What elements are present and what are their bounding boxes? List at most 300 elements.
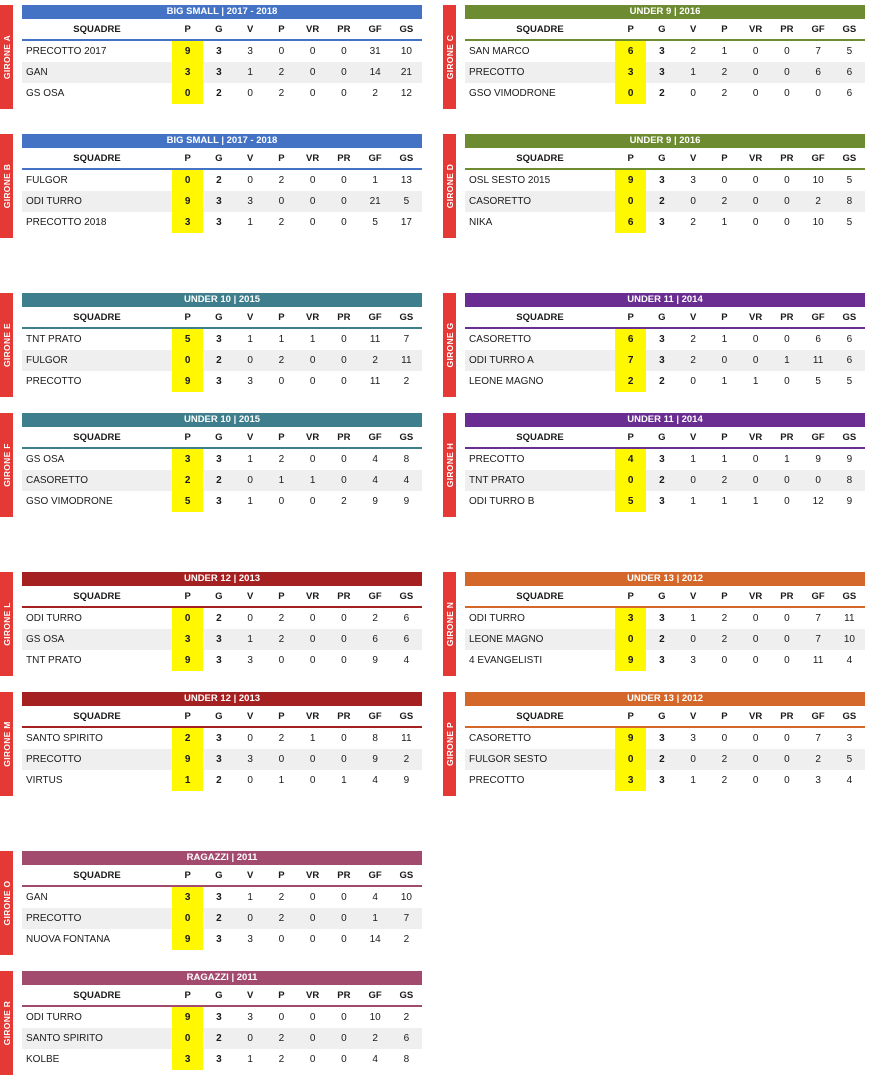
column-header: VR: [306, 989, 320, 1001]
stat-cell: 1: [309, 733, 316, 744]
stat-cell: 3: [659, 217, 665, 228]
group-block: [0, 851, 422, 955]
stat-cell: 0: [309, 196, 316, 207]
stat-cell: 3: [216, 754, 222, 765]
stat-cell: 0: [278, 496, 285, 507]
column-header: SQUADRE: [516, 710, 564, 722]
stat-cell: 3: [659, 46, 665, 57]
column-header: G: [215, 989, 223, 1001]
stat-cell: 6: [846, 355, 853, 366]
stat-cell: 2: [721, 196, 728, 207]
stat-cell: 0: [784, 376, 790, 387]
points-cell: 9: [172, 1007, 203, 1028]
stat-cell: 0: [309, 175, 316, 186]
column-header: GS: [399, 311, 414, 323]
points-cell: 6: [615, 329, 646, 350]
stat-cell: 0: [247, 475, 253, 486]
stat-cell: 0: [278, 376, 285, 387]
standings-table: [22, 851, 422, 950]
table-header-row: [465, 307, 865, 329]
stat-cell: 0: [752, 634, 759, 645]
team-name: GSO VIMODRONE: [469, 88, 556, 99]
table-title: BIG SMALL | 2017 - 2018: [22, 134, 422, 148]
column-header: SQUADRE: [73, 152, 121, 164]
stat-cell: 11: [812, 655, 824, 666]
stat-cell: 3: [690, 655, 696, 666]
stat-cell: 2: [278, 913, 285, 924]
team-name: ODI TURRO: [26, 196, 82, 207]
stat-cell: 3: [659, 355, 665, 366]
team-name: GS OSA: [26, 634, 65, 645]
stat-cell: 2: [216, 475, 222, 486]
stat-cell: 11: [369, 334, 381, 345]
column-header: GS: [399, 590, 414, 602]
table-row: [22, 908, 422, 929]
column-header: SQUADRE: [516, 590, 564, 602]
table-row: [22, 212, 422, 233]
stat-cell: 1: [721, 496, 728, 507]
stat-cell: 2: [403, 934, 410, 945]
stat-cell: 0: [784, 775, 790, 786]
team-name: GS OSA: [26, 88, 65, 99]
column-header: V: [689, 23, 697, 35]
stat-cell: 2: [403, 376, 410, 387]
column-header: P: [721, 23, 728, 35]
points-cell: 3: [172, 449, 203, 470]
points-cell: 0: [172, 1028, 203, 1049]
table-row: [22, 770, 422, 791]
column-header: SQUADRE: [516, 431, 564, 443]
stat-cell: 0: [341, 934, 347, 945]
stat-cell: 0: [309, 454, 316, 465]
stat-cell: 1: [278, 334, 285, 345]
stat-cell: 3: [659, 67, 665, 78]
stat-cell: 3: [247, 46, 253, 57]
stat-cell: 0: [341, 334, 347, 345]
column-header: SQUADRE: [73, 311, 121, 323]
stat-cell: 6: [403, 1033, 410, 1044]
stat-cell: 4: [372, 1054, 378, 1065]
group-block: [443, 413, 865, 517]
column-header: PR: [337, 431, 351, 443]
stat-cell: 0: [341, 454, 347, 465]
standings-table: [22, 293, 422, 392]
column-header: SQUADRE: [73, 590, 121, 602]
table-row: [22, 1049, 422, 1070]
stat-cell: 2: [216, 775, 222, 786]
stat-cell: 0: [309, 376, 316, 387]
stat-cell: 0: [309, 934, 316, 945]
stat-cell: 0: [784, 334, 790, 345]
stat-cell: 0: [784, 733, 790, 744]
standings-table: [465, 692, 865, 791]
column-header: V: [246, 989, 254, 1001]
stat-cell: 3: [690, 733, 696, 744]
team-name: PRECOTTO: [26, 913, 82, 924]
column-header: P: [184, 869, 191, 881]
stat-cell: 12: [812, 496, 824, 507]
column-header: VR: [306, 590, 320, 602]
column-header: P: [627, 152, 634, 164]
stat-cell: 0: [341, 475, 347, 486]
stat-cell: 0: [247, 1033, 253, 1044]
column-header: P: [278, 152, 285, 164]
table-row: [465, 449, 865, 470]
team-name: SAN MARCO: [469, 46, 530, 57]
stat-cell: 0: [784, 613, 790, 624]
column-header: GS: [842, 431, 857, 443]
stat-cell: 12: [400, 88, 412, 99]
stat-cell: 3: [216, 733, 222, 744]
column-header: P: [184, 590, 191, 602]
team-name: CASORETTO: [469, 334, 532, 345]
stat-cell: 7: [815, 733, 821, 744]
points-cell: 5: [172, 329, 203, 350]
column-header: GF: [368, 590, 382, 602]
column-header: P: [627, 23, 634, 35]
table-row: [465, 62, 865, 83]
standings-table: [465, 293, 865, 392]
column-header: P: [184, 152, 191, 164]
stat-cell: 3: [216, 1012, 222, 1023]
stat-cell: 7: [815, 613, 821, 624]
stat-cell: 8: [372, 733, 378, 744]
points-cell: 9: [172, 191, 203, 212]
table-row: [465, 371, 865, 392]
stat-cell: 0: [341, 88, 347, 99]
group-label-text: GIRONE M: [1, 721, 12, 767]
stat-cell: 0: [690, 475, 696, 486]
points-cell: 0: [172, 608, 203, 629]
points-cell: 9: [172, 371, 203, 392]
team-name: GSO VIMODRONE: [26, 496, 113, 507]
column-header: GS: [399, 989, 414, 1001]
column-header: V: [246, 23, 254, 35]
table-row: [22, 371, 422, 392]
stat-cell: 0: [690, 196, 696, 207]
table-row: [22, 449, 422, 470]
stat-cell: 6: [846, 334, 853, 345]
stat-cell: 3: [846, 733, 853, 744]
column-header: GF: [368, 869, 382, 881]
stat-cell: 10: [812, 217, 824, 228]
column-header: PR: [780, 152, 794, 164]
stat-cell: 2: [721, 775, 728, 786]
table-row: [465, 41, 865, 62]
table-title: UNDER 9 | 2016: [465, 5, 865, 19]
column-header: GF: [811, 152, 825, 164]
stat-cell: 0: [721, 733, 728, 744]
column-header: VR: [306, 311, 320, 323]
stat-cell: 5: [846, 46, 853, 57]
group-block: [0, 572, 422, 676]
column-header: V: [246, 590, 254, 602]
table-row: [22, 749, 422, 770]
stat-cell: 1: [247, 334, 253, 345]
stat-cell: 0: [341, 1033, 347, 1044]
points-cell: 6: [615, 41, 646, 62]
team-name: PRECOTTO 2017: [26, 46, 107, 57]
column-header: GF: [811, 431, 825, 443]
stat-cell: 2: [278, 454, 285, 465]
stat-cell: 0: [278, 655, 285, 666]
stat-cell: 9: [846, 454, 853, 465]
column-header: GS: [842, 311, 857, 323]
table-row: [465, 629, 865, 650]
column-header: SQUADRE: [516, 152, 564, 164]
column-header: P: [721, 590, 728, 602]
standings-table: [22, 5, 422, 104]
table-header-row: [22, 427, 422, 449]
column-header: GS: [842, 152, 857, 164]
column-header: SQUADRE: [73, 431, 121, 443]
stat-cell: 2: [659, 634, 665, 645]
group-side-label: [0, 971, 13, 1075]
column-header: VR: [306, 869, 320, 881]
column-header: SQUADRE: [73, 23, 121, 35]
stat-cell: 0: [784, 634, 790, 645]
stat-cell: 1: [309, 475, 316, 486]
stat-cell: 5: [846, 175, 853, 186]
stat-cell: 0: [690, 376, 696, 387]
stat-cell: 0: [341, 733, 347, 744]
stat-cell: 2: [815, 196, 821, 207]
table-header-row: [465, 586, 865, 608]
stat-cell: 0: [309, 217, 316, 228]
stat-cell: 7: [403, 334, 410, 345]
column-header: P: [278, 431, 285, 443]
column-header: V: [246, 710, 254, 722]
column-header: G: [215, 23, 223, 35]
stat-cell: 0: [278, 196, 285, 207]
stat-cell: 2: [216, 88, 222, 99]
stat-cell: 0: [341, 46, 347, 57]
team-name: TNT PRATO: [469, 475, 525, 486]
group-block: [443, 293, 865, 397]
stat-cell: 11: [812, 355, 824, 366]
table-title: UNDER 10 | 2015: [22, 293, 422, 307]
stat-cell: 0: [784, 754, 790, 765]
group-side-label: [0, 293, 13, 397]
stat-cell: 0: [247, 775, 253, 786]
points-cell: 9: [172, 41, 203, 62]
stat-cell: 2: [815, 754, 821, 765]
column-header: GS: [399, 431, 414, 443]
stat-cell: 0: [309, 634, 316, 645]
stat-cell: 1: [278, 775, 285, 786]
stat-cell: 2: [278, 1054, 285, 1065]
column-header: VR: [749, 431, 763, 443]
column-header: VR: [749, 152, 763, 164]
stat-cell: 10: [843, 634, 855, 645]
column-header: SQUADRE: [516, 23, 564, 35]
team-name: LEONE MAGNO: [469, 634, 544, 645]
team-name: 4 EVANGELISTI: [469, 655, 543, 666]
stat-cell: 0: [752, 67, 759, 78]
column-header: P: [278, 989, 285, 1001]
stat-cell: 1: [690, 67, 696, 78]
stat-cell: 6: [846, 67, 853, 78]
column-header: G: [658, 23, 666, 35]
stat-cell: 3: [247, 1012, 253, 1023]
team-name: TNT PRATO: [26, 655, 82, 666]
stat-cell: 9: [372, 655, 378, 666]
stat-cell: 3: [659, 175, 665, 186]
stat-cell: 0: [752, 775, 759, 786]
table-title: UNDER 9 | 2016: [465, 134, 865, 148]
stat-cell: 0: [690, 754, 696, 765]
stat-cell: 4: [372, 892, 378, 903]
stat-cell: 0: [341, 175, 347, 186]
stat-cell: 2: [403, 754, 410, 765]
stat-cell: 4: [372, 775, 378, 786]
stat-cell: 0: [784, 496, 790, 507]
stat-cell: 1: [690, 613, 696, 624]
points-cell: 9: [172, 749, 203, 770]
column-header: P: [184, 23, 191, 35]
table-header-row: [465, 148, 865, 170]
standings-table: [22, 692, 422, 791]
column-header: P: [627, 590, 634, 602]
column-header: P: [184, 710, 191, 722]
stat-cell: 0: [341, 1012, 347, 1023]
stat-cell: 2: [690, 46, 696, 57]
stat-cell: 4: [846, 655, 853, 666]
team-name: CASORETTO: [26, 475, 89, 486]
stat-cell: 3: [659, 496, 665, 507]
column-header: G: [658, 311, 666, 323]
column-header: SQUADRE: [73, 710, 121, 722]
stat-cell: 0: [721, 355, 728, 366]
column-header: GS: [399, 152, 414, 164]
stat-cell: 3: [247, 376, 253, 387]
group-label-text: GIRONE N: [444, 601, 455, 647]
stat-cell: 2: [659, 196, 665, 207]
stat-cell: 2: [721, 634, 728, 645]
stat-cell: 1: [690, 775, 696, 786]
group-block: [0, 413, 422, 517]
table-row: [465, 350, 865, 371]
stat-cell: 0: [309, 88, 316, 99]
stat-cell: 3: [659, 733, 665, 744]
column-header: G: [658, 431, 666, 443]
stat-cell: 3: [659, 655, 665, 666]
group-label-text: GIRONE A: [1, 34, 12, 80]
column-header: P: [278, 311, 285, 323]
stat-cell: 9: [846, 496, 853, 507]
stat-cell: 10: [369, 1012, 381, 1023]
group-block: [0, 692, 422, 796]
standings-table: [22, 572, 422, 671]
stat-cell: 3: [216, 634, 222, 645]
stat-cell: 0: [784, 196, 790, 207]
column-header: P: [721, 710, 728, 722]
column-header: PR: [337, 311, 351, 323]
stat-cell: 2: [372, 613, 378, 624]
points-cell: 3: [615, 62, 646, 83]
stat-cell: 0: [341, 613, 347, 624]
stat-cell: 0: [247, 175, 253, 186]
team-name: PRECOTTO 2018: [26, 217, 107, 228]
stat-cell: 7: [815, 634, 821, 645]
group-label-text: GIRONE C: [444, 34, 455, 80]
stat-cell: 2: [216, 1033, 222, 1044]
column-header: V: [246, 869, 254, 881]
stat-cell: 5: [372, 217, 378, 228]
stat-cell: 13: [400, 175, 412, 186]
points-cell: 0: [615, 83, 646, 104]
points-cell: 9: [615, 170, 646, 191]
stat-cell: 5: [846, 376, 853, 387]
column-header: G: [215, 431, 223, 443]
stat-cell: 5: [846, 217, 853, 228]
table-header-row: [22, 307, 422, 329]
column-header: P: [278, 710, 285, 722]
table-header-row: [22, 586, 422, 608]
stat-cell: 2: [278, 613, 285, 624]
table-row: [22, 470, 422, 491]
team-name: NUOVA FONTANA: [26, 934, 111, 945]
table-title: UNDER 12 | 2013: [22, 692, 422, 706]
stat-cell: 2: [659, 754, 665, 765]
column-header: P: [278, 23, 285, 35]
stat-cell: 2: [278, 733, 285, 744]
stat-cell: 2: [278, 88, 285, 99]
stat-cell: 0: [309, 1054, 316, 1065]
column-header: GF: [811, 710, 825, 722]
group-label-text: GIRONE B: [1, 163, 12, 209]
stat-cell: 2: [659, 475, 665, 486]
stat-cell: 2: [721, 754, 728, 765]
column-header: G: [658, 152, 666, 164]
team-name: VIRTUS: [26, 775, 63, 786]
stat-cell: 1: [278, 475, 285, 486]
column-header: GS: [842, 710, 857, 722]
team-name: GAN: [26, 67, 48, 78]
column-header: G: [215, 311, 223, 323]
stat-cell: 2: [216, 613, 222, 624]
stat-cell: 3: [216, 217, 222, 228]
column-header: GS: [399, 869, 414, 881]
stat-cell: 0: [341, 1054, 347, 1065]
stat-cell: 0: [309, 67, 316, 78]
column-header: PR: [780, 590, 794, 602]
table-title: RAGAZZI | 2011: [22, 971, 422, 985]
stat-cell: 3: [247, 196, 253, 207]
table-row: [22, 41, 422, 62]
stat-cell: 0: [309, 1033, 316, 1044]
points-cell: 9: [172, 650, 203, 671]
group-block: [0, 134, 422, 238]
table-row: [465, 191, 865, 212]
stat-cell: 11: [844, 613, 855, 624]
column-header: P: [184, 431, 191, 443]
stat-cell: 0: [752, 733, 759, 744]
team-name: FULGOR: [26, 175, 68, 186]
column-header: SQUADRE: [73, 989, 121, 1001]
group-side-label: [0, 692, 13, 796]
team-name: ODI TURRO B: [469, 496, 535, 507]
points-cell: 3: [615, 770, 646, 791]
group-label-text: GIRONE P: [444, 722, 455, 766]
column-header: P: [184, 989, 191, 1001]
stat-cell: 0: [247, 355, 253, 366]
stat-cell: 0: [247, 733, 253, 744]
column-header: G: [215, 590, 223, 602]
stat-cell: 2: [216, 913, 222, 924]
stat-cell: 1: [247, 634, 253, 645]
stat-cell: 2: [659, 376, 665, 387]
